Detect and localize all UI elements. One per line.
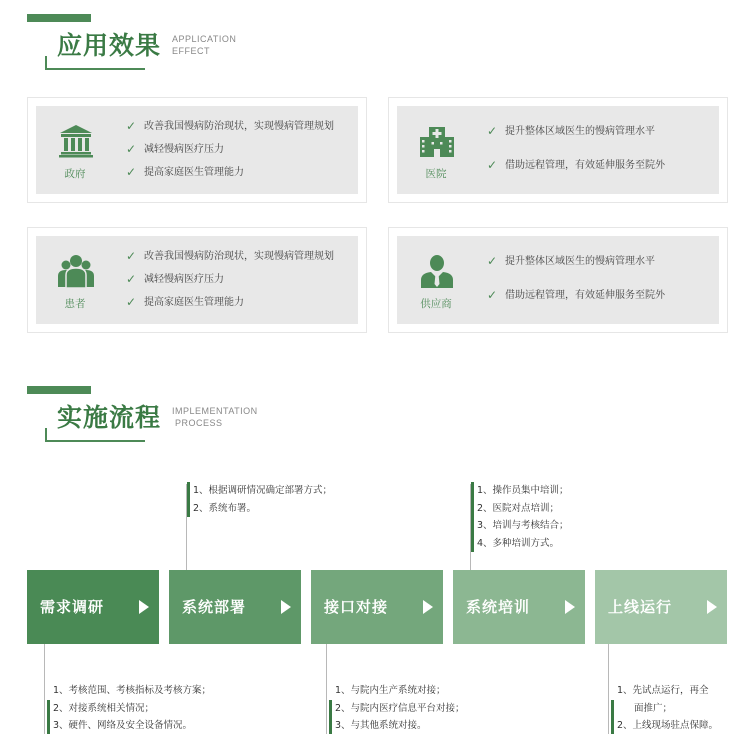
step3-notes: 1、与院内生产系统对接； 2、与院内医疗信息平台对接； 3、与其他系统对接。 <box>335 682 465 735</box>
step5-notes: 1、先试点运行，再全 面推广； 2、上线现场驻点保障。 <box>617 682 718 735</box>
check-icon: ✓ <box>487 254 498 268</box>
step-label: 接口对接 <box>324 598 389 616</box>
step4-notes: 1、操作员集中培训； 2、医院对点培训； 3、培训与考核结合； 4、多种培训方式。 <box>477 482 569 552</box>
connector-line-step1 <box>44 644 45 734</box>
list-item: ✓ 提高家庭医生管理能力 <box>126 291 334 314</box>
step-label: 系统培训 <box>466 598 531 616</box>
process-section-title: 实施流程 <box>57 403 162 432</box>
list-item: ✓ 提高家庭医生管理能力 <box>126 161 334 184</box>
list-item: ✓ 借助远程管理，有效延伸服务至院外 <box>487 154 665 177</box>
step-system-deployment <box>169 570 301 644</box>
header-bracket-top <box>27 14 91 22</box>
list-item: ✓ 提升整体区域医生的慢病管理水平 <box>487 250 665 284</box>
card-role-label: 患者 <box>64 298 86 310</box>
play-arrow-icon <box>281 600 291 614</box>
play-arrow-icon <box>139 600 149 614</box>
card-role <box>405 236 465 326</box>
effect-card-government <box>27 97 367 203</box>
step-label: 需求调研 <box>40 598 105 616</box>
notes-accent-bar <box>471 482 474 552</box>
check-icon: ✓ <box>487 288 498 302</box>
check-icon: ✓ <box>126 295 137 309</box>
step-go-live <box>595 570 727 644</box>
check-icon: ✓ <box>126 119 137 133</box>
effect-card-supplier <box>388 227 728 333</box>
hospital-icon <box>419 124 455 158</box>
card-benefits-list <box>126 245 334 314</box>
card-role <box>405 106 465 196</box>
list-item: ✓ 提升整体区域医生的慢病管理水平 <box>487 120 665 154</box>
list-item: ✓ 减轻慢病医疗压力 <box>126 138 334 161</box>
card-role-label: 供应商 <box>420 298 452 310</box>
step1-notes: 1、考核范围、考核指标及考核方案； 2、对接系统相关情况； 3、硬件、网络及安全设备情况。 <box>53 682 211 735</box>
card-benefits-list <box>487 250 665 307</box>
notes-accent-bar <box>329 700 332 734</box>
card-role <box>44 236 104 326</box>
government-building-icon <box>58 124 94 158</box>
effect-section-header <box>27 14 267 74</box>
list-item: ✓ 减轻慢病医疗压力 <box>126 268 334 291</box>
patients-group-icon <box>58 254 94 288</box>
notes-accent-bar <box>611 700 614 734</box>
card-role <box>44 106 104 196</box>
check-icon: ✓ <box>487 124 498 138</box>
step2-notes: 1、根据调研情况确定部署方式； 2、系统布署。 <box>193 482 332 517</box>
header-bracket-top <box>27 386 91 394</box>
effect-section-title: 应用效果 <box>57 31 162 60</box>
step-requirement-research <box>27 570 159 644</box>
check-icon: ✓ <box>126 272 137 286</box>
list-item: ✓ 改善我国慢病防治现状，实现慢病管理规划 <box>126 245 334 268</box>
process-section-header <box>27 386 287 446</box>
card-benefits-list <box>126 115 334 184</box>
effect-card-hospital <box>388 97 728 203</box>
list-item: ✓ 借助远程管理，有效延伸服务至院外 <box>487 284 665 307</box>
play-arrow-icon <box>707 600 717 614</box>
list-item: ✓ 改善我国慢病防治现状，实现慢病管理规划 <box>126 115 334 138</box>
play-arrow-icon <box>423 600 433 614</box>
step-interface-integration <box>311 570 443 644</box>
notes-accent-bar <box>187 482 190 517</box>
card-benefits-list <box>487 120 665 177</box>
play-arrow-icon <box>565 600 575 614</box>
step-system-training <box>453 570 585 644</box>
check-icon: ✓ <box>126 165 137 179</box>
effect-card-patient <box>27 227 367 333</box>
card-role-label: 政府 <box>64 168 86 180</box>
process-section-en-title: IMPLEMENTATION PROCESS <box>172 406 258 428</box>
check-icon: ✓ <box>487 158 498 172</box>
notes-accent-bar <box>47 700 50 734</box>
card-role-label: 医院 <box>425 168 447 180</box>
step-label: 系统部署 <box>182 598 247 616</box>
check-icon: ✓ <box>126 142 137 156</box>
step-label: 上线运行 <box>608 598 673 616</box>
connector-line-step5 <box>608 644 609 734</box>
supplier-person-icon <box>419 254 455 288</box>
effect-section-en-title: APPLICATION EFFECT <box>172 34 237 56</box>
connector-line-step3 <box>326 644 327 734</box>
check-icon: ✓ <box>126 249 137 263</box>
